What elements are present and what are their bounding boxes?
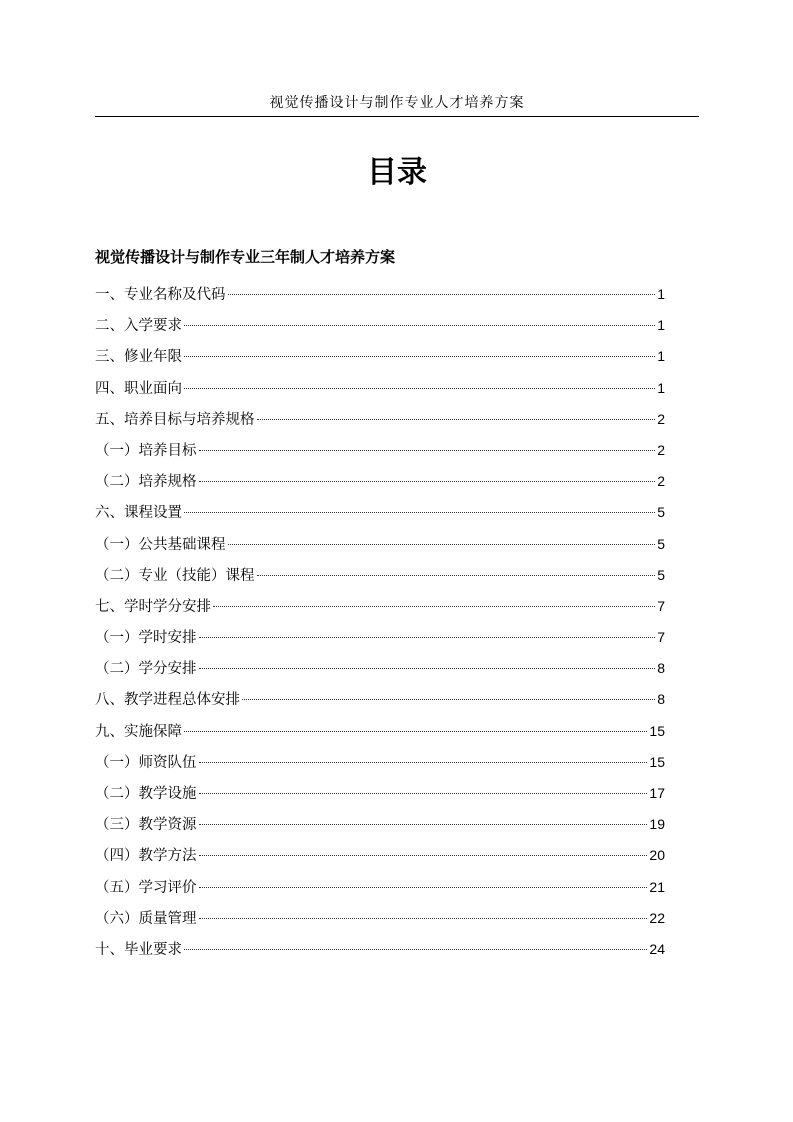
toc-entry[interactable] — [95, 310, 665, 341]
toc-entry[interactable] — [95, 809, 665, 840]
toc-dot-leader — [199, 481, 656, 482]
toc-entry-page: 20 — [649, 847, 665, 864]
toc-entry-page: 7 — [657, 597, 665, 614]
toc-entry-page: 22 — [649, 909, 665, 926]
toc-entry[interactable] — [95, 622, 665, 653]
toc-entry-page: 2 — [657, 441, 665, 458]
toc-entry-page: 19 — [649, 816, 665, 833]
toc-entry-label: 四、职业面向 — [95, 380, 182, 397]
toc-entry-page: 21 — [649, 878, 665, 895]
toc-entry[interactable] — [95, 653, 665, 684]
toc-entry-label: 十、毕业要求 — [95, 941, 182, 958]
toc-entry-page: 24 — [649, 940, 665, 957]
toc-dot-leader — [199, 793, 648, 794]
toc-dot-leader — [213, 606, 655, 607]
toc-entry-label: （六）质量管理 — [95, 910, 197, 927]
toc-dot-leader — [228, 294, 656, 295]
toc-entry-page: 7 — [657, 629, 665, 646]
toc-entry-page: 2 — [657, 410, 665, 427]
toc-entry[interactable] — [95, 903, 665, 934]
toc-entry-page: 1 — [657, 286, 665, 302]
document-title-link[interactable]: 视觉传播设计与制作专业三年制人才培养方案 — [95, 248, 396, 266]
toc-entry[interactable] — [95, 497, 665, 528]
toc-entry-label: 五、培养目标与培养规格 — [95, 411, 255, 428]
toc-dot-leader — [199, 855, 648, 856]
toc-entry-page: 15 — [649, 753, 665, 770]
toc-entry-page: 17 — [649, 785, 665, 801]
toc-dot-leader — [257, 419, 656, 420]
toc-entry[interactable] — [95, 529, 665, 560]
toc-entry-label: 六、课程设置 — [95, 505, 182, 522]
toc-dot-leader — [199, 762, 648, 763]
toc-entry[interactable] — [95, 778, 665, 809]
toc-entry-label: （一）培养目标 — [95, 442, 197, 459]
toc-entry[interactable] — [95, 872, 665, 903]
toc-dot-leader — [199, 887, 648, 888]
toc-entry-label: （一）公共基础课程 — [95, 536, 226, 553]
toc-entry[interactable] — [95, 404, 665, 435]
toc-entry-page: 1 — [657, 317, 665, 334]
toc-entry[interactable] — [95, 591, 665, 622]
toc-entry-label: （五）学习评价 — [95, 879, 197, 896]
toc-dot-leader — [184, 949, 647, 950]
toc-entry[interactable] — [95, 279, 665, 310]
toc-entry-label: （二）学分安排 — [95, 661, 197, 678]
toc-entry-label: （二）专业（技能）课程 — [95, 567, 255, 584]
toc-entry-page: 8 — [657, 691, 665, 708]
toc-entry-page: 2 — [657, 473, 665, 490]
toc-dot-leader — [184, 388, 655, 389]
toc-entry-page: 5 — [657, 504, 665, 521]
toc-dot-leader — [184, 356, 655, 357]
toc-entry[interactable] — [95, 341, 665, 372]
toc-entry-page: 1 — [657, 379, 665, 396]
toc-entry[interactable] — [95, 716, 665, 747]
toc-entry-label: （二）教学设施 — [95, 786, 197, 802]
toc-entry-label: 八、教学进程总体安排 — [95, 692, 240, 709]
toc-entry[interactable] — [95, 934, 665, 965]
toc-dot-leader — [257, 575, 656, 576]
toc-entry-label: 七、学时学分安排 — [95, 598, 211, 615]
toc-entry-label: （一）师资队伍 — [95, 754, 197, 771]
toc-list — [95, 279, 665, 965]
toc-entry-page: 15 — [649, 722, 665, 739]
toc-dot-leader — [199, 637, 656, 638]
running-header: 视觉传播设计与制作专业人才培养方案 — [269, 95, 525, 111]
toc-entry-label: （四）教学方法 — [95, 848, 197, 865]
toc-entry-page: 5 — [657, 535, 665, 552]
toc-dot-leader — [242, 699, 655, 700]
toc-entry-page: 5 — [657, 566, 665, 583]
toc-entry-label: 二、入学要求 — [95, 318, 182, 335]
toc-dot-leader — [199, 824, 648, 825]
toc-entry-label: 三、修业年限 — [95, 349, 182, 366]
toc-entry[interactable] — [95, 466, 665, 497]
toc-title: 目录 — [367, 155, 427, 190]
toc-entry[interactable] — [95, 373, 665, 404]
toc-entry-page: 1 — [657, 348, 665, 365]
toc-entry-label: （三）教学资源 — [95, 817, 197, 834]
toc-dot-leader — [184, 325, 655, 326]
toc-entry-label: 九、实施保障 — [95, 723, 182, 740]
toc-dot-leader — [199, 450, 656, 451]
toc-entry-label: （一）学时安排 — [95, 630, 197, 647]
toc-entry[interactable] — [95, 560, 665, 591]
toc-entry-label: 一、专业名称及代码 — [95, 287, 226, 303]
toc-entry-label: （二）培养规格 — [95, 474, 197, 491]
toc-dot-leader — [184, 731, 647, 732]
toc-entry[interactable] — [95, 840, 665, 871]
toc-entry[interactable] — [95, 747, 665, 778]
toc-dot-leader — [184, 512, 655, 513]
toc-dot-leader — [228, 544, 656, 545]
toc-entry[interactable] — [95, 684, 665, 715]
toc-dot-leader — [199, 918, 648, 919]
toc-entry[interactable] — [95, 435, 665, 466]
header-rule — [95, 116, 699, 117]
toc-dot-leader — [199, 668, 656, 669]
toc-entry-page: 8 — [657, 660, 665, 677]
